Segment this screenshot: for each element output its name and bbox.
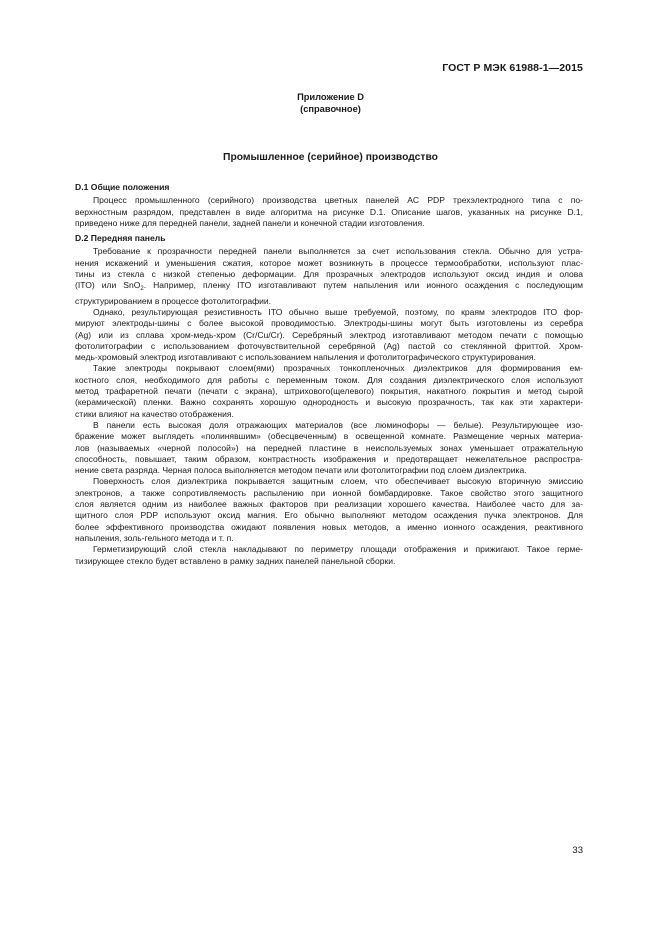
text-line: щитного слоя PDP используют оксид магния. Его обычно выполняют методом осаждения пучка электронов. Для [75,510,583,521]
paragraph-d2-3 [75,363,583,419]
annex-title: Приложение D [297,92,364,102]
text-line: напыления, золь-гельного метода и т. п. [75,532,234,543]
text-line: тизирующее стекло будет вставлено в рамку задних панелей панельной сборки. [75,555,396,566]
text-line: Процесс промышленного (серийного) производства цветных панелей AC PDP трехэлектродного типа с по- [93,195,583,206]
annex-heading [0,91,661,115]
text-line: тины из стекла с низкой степенью деформации. Для прозрачных электродов используют оксид индия и олова [75,269,583,280]
text-line: Поверхность слоя диэлектрика покрывается защитным слоем, что обеспечивает высокую вторичную эмиссию [93,476,583,487]
text-line: Однако, результирующая резистивность ITO обычно выше требуемой, поэтому, по краям электродов ITO фор- [93,306,583,317]
paragraph-d2-5 [75,476,583,544]
document-code: ГОСТ Р МЭК 61988-1—2015 [442,62,583,74]
text-line: структурированием в процессе фотолитографии. [75,295,272,306]
text-line: стики влияют на качество отображения. [75,408,234,419]
text-line: нение света разряда. Черная полоса выполняется методом печати или фотолитографии под слоем диэлектрика. [75,465,527,476]
text-line: Требование к прозрачности передней панели выполняется за счет использования стекла. Обычно для устра- [93,246,583,257]
text-line: электронов, а также сопротивляемость распылению при ионной бомбардировке. Такое свойство этого защитного [75,487,583,498]
page-number: 33 [572,845,583,856]
text-line: Такие электроды покрывают слоем(ями) прозрачных тонкопленочных диэлектриков для формирования ем- [93,363,583,374]
text-line: нения искажений и уменьшения сжатия, которое может возникнуть в процессе термообработки, используют плас- [75,257,583,268]
text-line: слоя является одним из наиболее важных факторов при реализации хорошего качества. Наиболее часто для за- [75,499,583,510]
section-heading-d2: D.2 Передняя панель [75,233,166,244]
paragraph-d2-4 [75,420,583,476]
text-line: В панели есть высокая доля отражающих материалов (все люминофоры — белые). Результирующее изо- [93,419,583,430]
text-line: приведено ниже для передней панели, задней панели и конечной стадии изготовления. [75,217,425,228]
paragraph-d2-2 [75,307,583,363]
text-line: медь-хромовый электрод изготавливают с использованием напыления и фотолитографического структурирования. [75,352,536,363]
text-line: (Ag) или из сплава хром-медь-хром (Cr/Cu/Cr). Серебряный электрод изготавливают методом печати с помощью [75,329,583,340]
text-line: фотолитографии с использованием фоточувствительной серебряной (Ag) пастой со стеклянной фриттой. Хром- [75,340,583,351]
text-line: бражение может выглядеть «полинявшим» (обесцвеченным) в освещенной комнате. Размещение черных материа- [75,431,583,442]
annex-subtitle: (справочное) [300,104,361,114]
text-line: более эффективного производства ожидают появления новых методов, а именно ионного осаждения, реактивного [75,521,583,532]
document-body [75,182,583,567]
text-line: Герметизирующий слой стекла накладывают по периметру площади отображения и прижигают. Такое герме- [93,544,583,555]
paragraph-d2-1 [75,246,583,306]
paragraph-d2-6 [75,544,583,567]
text-line: способность, повышает, таким образом, контрастность изображения и предотвращает нежелательное распростра- [75,453,583,464]
text-line: костного слоя, необходимого для работы с переменным током. Для создания диэлектрического слоя используют [75,374,583,385]
paragraph-d1 [75,195,583,229]
text-line: (ITO) или SnO$_2$. Например, пленку ITO изготавливают путем напыления или ионного осаждения с последующим [75,280,583,293]
text-line: метод трафаретной печати (печати с экрана), штрихового(щелевого) покрытия, накатного покрытия и метод сырой [75,386,583,397]
text-line: мируют электроды-шины с более высокой проводимостью. Электроды-шины могут быть изготовлены из серебра [75,318,583,329]
page-title: Промышленное (серийное) производство [223,152,438,163]
text-line: верхностным разрядом, представлен в виде алгоритма на рисунке D.1. Описание шагов, указанных на рисунке D.1, [75,206,583,217]
text-line: (керамической) пленки. Важно сохранять хорошую однородность и высокую прозрачность, так как эти характери- [75,397,583,408]
text-line: лов (называемых «черной полосой») на передней пластине в неиспользуемых зонах уменьшает отражательную [75,442,583,453]
section-heading-d1: D.1 Общие положения [75,182,170,192]
